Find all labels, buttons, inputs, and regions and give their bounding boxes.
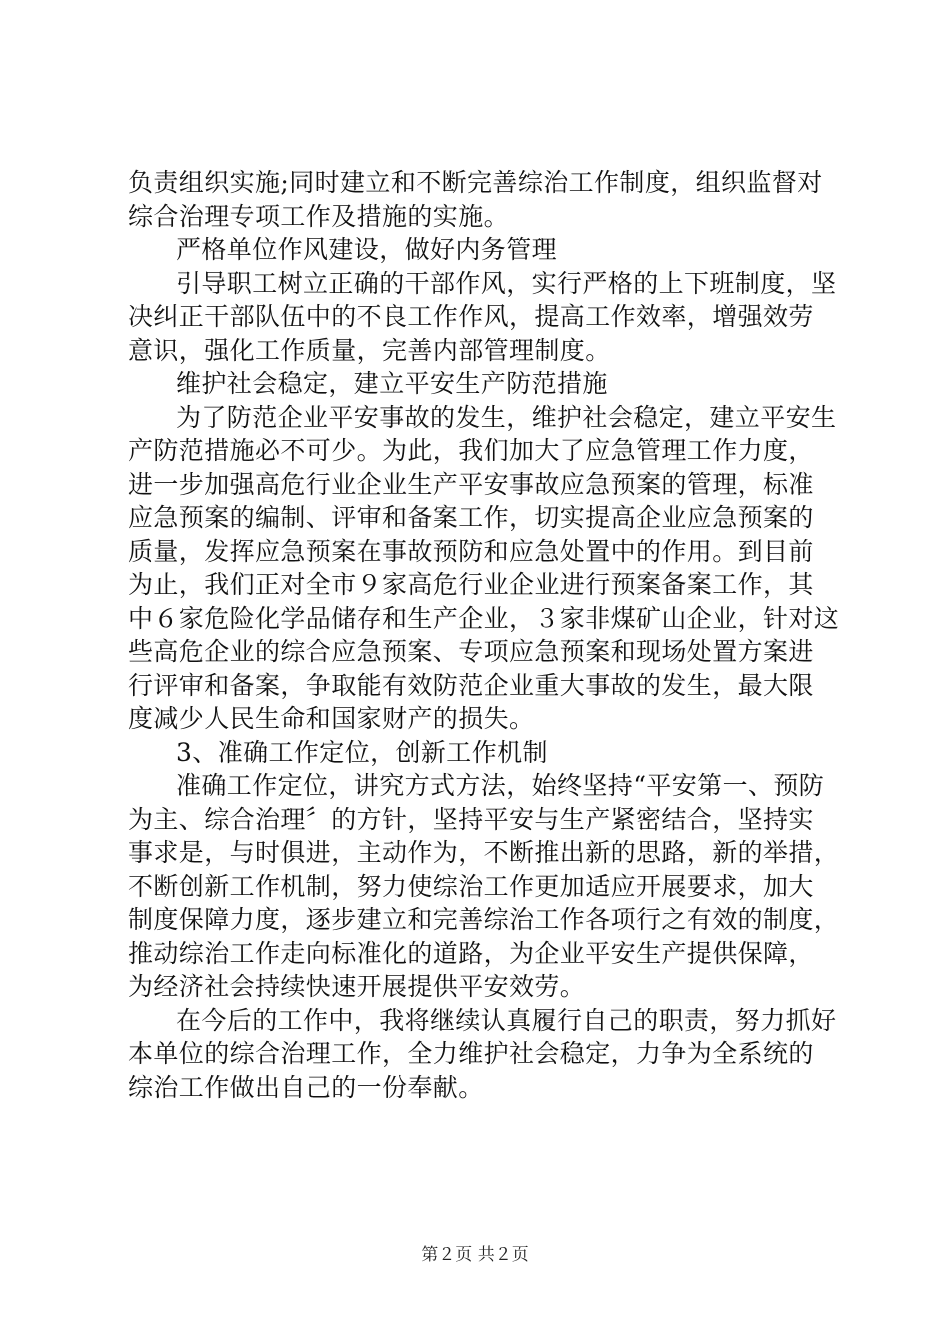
text-line: 事求是，与时俱进，主动作为，不断推出新的思路，新的举措， <box>128 838 840 867</box>
text-line: 负责组织实施;同时建立和不断完善综治工作制度，组织监督对 <box>128 168 823 197</box>
text-line: 3、准确工作定位，创新工作机制 <box>176 737 548 767</box>
text-line: 综治工作做出自己的一份奉献。 <box>128 1072 484 1102</box>
page-footer: 第２页 共２页 <box>421 1245 529 1265</box>
text-line: 些高危企业的综合应急预案、专项应急预案和现场处置方案进 <box>128 637 814 666</box>
text-line: 制度保障力度，逐步建立和完善综治工作各项行之有效的制度， <box>128 905 840 934</box>
text-line: 不断创新工作机制，努力使综治工作更加适应开展要求，加大 <box>128 871 814 901</box>
text-line: 综合治理专项工作及措施的实施。 <box>128 201 510 231</box>
text-line: 推动综治工作走向标准化的道路，为企业平安生产提供保障， <box>128 938 814 968</box>
text-line: 引导职工树立正确的干部作风，实行严格的上下班制度，坚 <box>176 268 837 298</box>
text-line: 在今后的工作中，我将继续认真履行自己的职责，努力抓好 <box>176 1005 837 1035</box>
text-line: 产防范措施必不可少。为此，我们加大了应急管理工作力度， <box>128 436 814 465</box>
text-line: 维护社会稳定，建立平安生产防范措施 <box>176 369 608 398</box>
text-line: 中６家危险化学品储存和生产企业，３家非煤矿山企业，针对这 <box>128 603 840 633</box>
text-line: 严格单位作风建设，做好内务管理 <box>176 235 558 264</box>
text-line: 进一步加强高危行业企业生产平安事故应急预案的管理，标准 <box>128 469 814 499</box>
text-line: 质量，发挥应急预案在事故预防和应急处置中的作用。到目前 <box>128 536 814 566</box>
text-line: 准确工作定位，讲究方式方法，始终坚持“平安第一、预防 <box>176 771 825 800</box>
text-line: 决纠正干部队伍中的不良工作作风，提高工作效率，增强效劳 <box>128 302 814 331</box>
text-line: 行评审和备案，争取能有效防范企业重大事故的发生，最大限 <box>128 670 814 700</box>
text-line: 为主、综合治理〞的方针，坚持平安与生产紧密结合，坚持实 <box>128 804 814 834</box>
text-line: 为止，我们正对全市９家高危行业企业进行预案备案工作，其 <box>128 570 814 599</box>
text-line: 应急预案的编制、评审和备案工作，切实提高企业应急预案的 <box>128 503 814 532</box>
document-body <box>128 166 840 1104</box>
text-line: 度减少人民生命和国家财产的损失。 <box>128 704 535 733</box>
text-line: 为了防范企业平安事故的发生，维护社会稳定，建立平安生 <box>176 402 837 432</box>
text-line: 为经济社会持续快速开展提供平安效劳。 <box>128 972 586 1001</box>
text-line: 意识，强化工作质量，完善内部管理制度。 <box>128 335 611 365</box>
text-line: 本单位的综合治理工作，全力维护社会稳定，力争为全系统的 <box>128 1039 814 1068</box>
